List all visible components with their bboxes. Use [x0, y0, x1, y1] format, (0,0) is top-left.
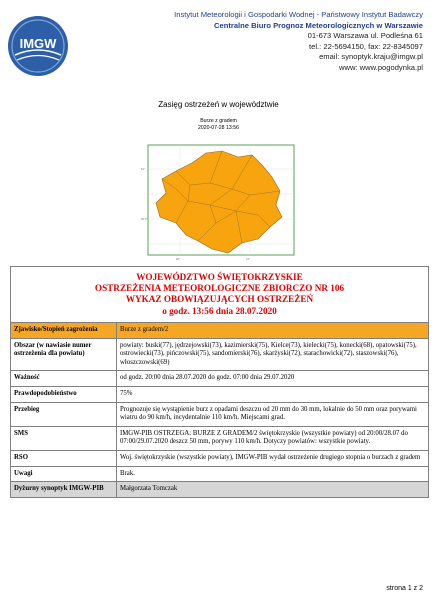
- section-title: Zasięg ostrzeżeń w województwie: [158, 100, 279, 109]
- table-row: [11, 402, 429, 426]
- row-label-forecaster: Dyżurny synoptyk IMGW-PIB: [11, 482, 117, 498]
- row-label-course: Przebieg: [11, 402, 117, 426]
- row-label-area: Obszar (w nawiasie numer ostrzeżenia dla powiatu): [11, 338, 117, 371]
- row-label-rso: RSO: [11, 450, 117, 466]
- table-row: [11, 450, 429, 466]
- warning-issue-time: o godz. 13:56 dnia 28.07.2020: [162, 305, 277, 316]
- svg-text:IMGW: IMGW: [19, 36, 57, 51]
- row-value-sms: IMGW-PIB OSTRZEGA: BURZE Z GRADEM/2 świętokrzyskie (wszystkie powiaty) od 20:00/28.07 do 07:00/29.07.2020 deszcz 50 mm, porywy 110 km/h. Dotyczy powiatów: wszystkie powiaty.: [117, 426, 429, 450]
- svg-text:50.5°: 50.5°: [141, 217, 148, 221]
- warning-header: [10, 266, 429, 322]
- row-label-probability: Prawdopodobieństwo: [11, 386, 117, 402]
- row-value-probability: 75%: [117, 386, 429, 402]
- website: www: www.pogodynka.pl: [339, 62, 423, 72]
- bureau-name: Centralne Biuro Prognoz Meteorologicznych w Warszawie: [214, 20, 423, 30]
- voivodeship-name: WOJEWÓDZTWO ŚWIĘTOKRZYSKIE: [136, 272, 303, 282]
- institute-name: Instytut Meteorologii i Gospodarki Wodnej - Państwowy Instytut Badawczy: [174, 10, 423, 19]
- row-value-rso: Woj. świętokrzyskie (wszystkie powiaty), IMGW-PIB wydał ostrzeżenie drugiego stopnia o burzach z gradem: [117, 450, 429, 466]
- svg-text:51°: 51°: [141, 167, 146, 171]
- warning-list-title: WYKAZ OBOWIĄZUJĄCYCH OSTRZEŻEŃ: [125, 294, 314, 305]
- table-row: [11, 338, 429, 371]
- row-label-sms: SMS: [11, 426, 117, 450]
- svg-text:20°: 20°: [176, 257, 181, 261]
- imgw-logo: [7, 15, 69, 77]
- page-number: strona 1 z 2: [386, 585, 423, 592]
- region-map-svg: [140, 139, 300, 264]
- address: 01-673 Warszawa ul. Podleśna 61: [307, 31, 423, 40]
- map-caption: [0, 118, 437, 131]
- email: email: synoptyk.kraju@imgw.pl: [319, 52, 423, 61]
- warning-map: [140, 139, 300, 264]
- row-value-validity: od godz. 20:00 dnia 28.07.2020 do godz. 07:00 dnia 29.07.2020: [117, 371, 429, 387]
- table-row: [11, 371, 429, 387]
- row-label-validity: Ważność: [11, 371, 117, 387]
- row-value-area: powiaty: buski(77), jędrzejowski(73), kazimierski(75), Kielce(73), kielecki(75), konecki(68), opatowski(75), ostrowiecki(73), pińczowski(75), sandomierski(76), skarżyski(72), starachowicki(72), staszowski(76), włoszczowski(69): [117, 338, 429, 371]
- row-value-course: Prognozuje się wystąpienie burz z opadami deszczu od 20 mm do 30 mm, lokalnie do 50 mm oraz porywami wiatru do 90 km/h, incydentalnie 110 km/h. Miejscami grad.: [117, 402, 429, 426]
- warning-bulletin-number: OSTRZEŻENIA METEOROLOGICZNE ZBIORCZO NR 106: [94, 283, 345, 294]
- institute-info: [93, 10, 423, 73]
- row-value-remarks: Brak.: [117, 466, 429, 482]
- table-row: [11, 466, 429, 482]
- map-title: Burze z gradem: [200, 118, 237, 124]
- svg-text:21°: 21°: [246, 257, 251, 261]
- row-value-forecaster: Małgorzata Tomczak: [117, 482, 429, 498]
- letterhead: [0, 10, 437, 95]
- phone-fax: tel.: 22-5694150, fax: 22-8345097: [309, 41, 423, 51]
- warning-details-table: [10, 322, 429, 498]
- map-datetime: 2020-07-28 13:56: [198, 124, 239, 131]
- row-label-remarks: Uwagi: [11, 466, 117, 482]
- table-row: [11, 386, 429, 402]
- table-row: [11, 426, 429, 450]
- row-value-phenomenon: Burze z gradem/2: [117, 323, 429, 339]
- row-label-phenomenon: Zjawisko/Stopień zagrożenia: [11, 323, 117, 339]
- table-row: [11, 323, 429, 339]
- table-row: [11, 482, 429, 498]
